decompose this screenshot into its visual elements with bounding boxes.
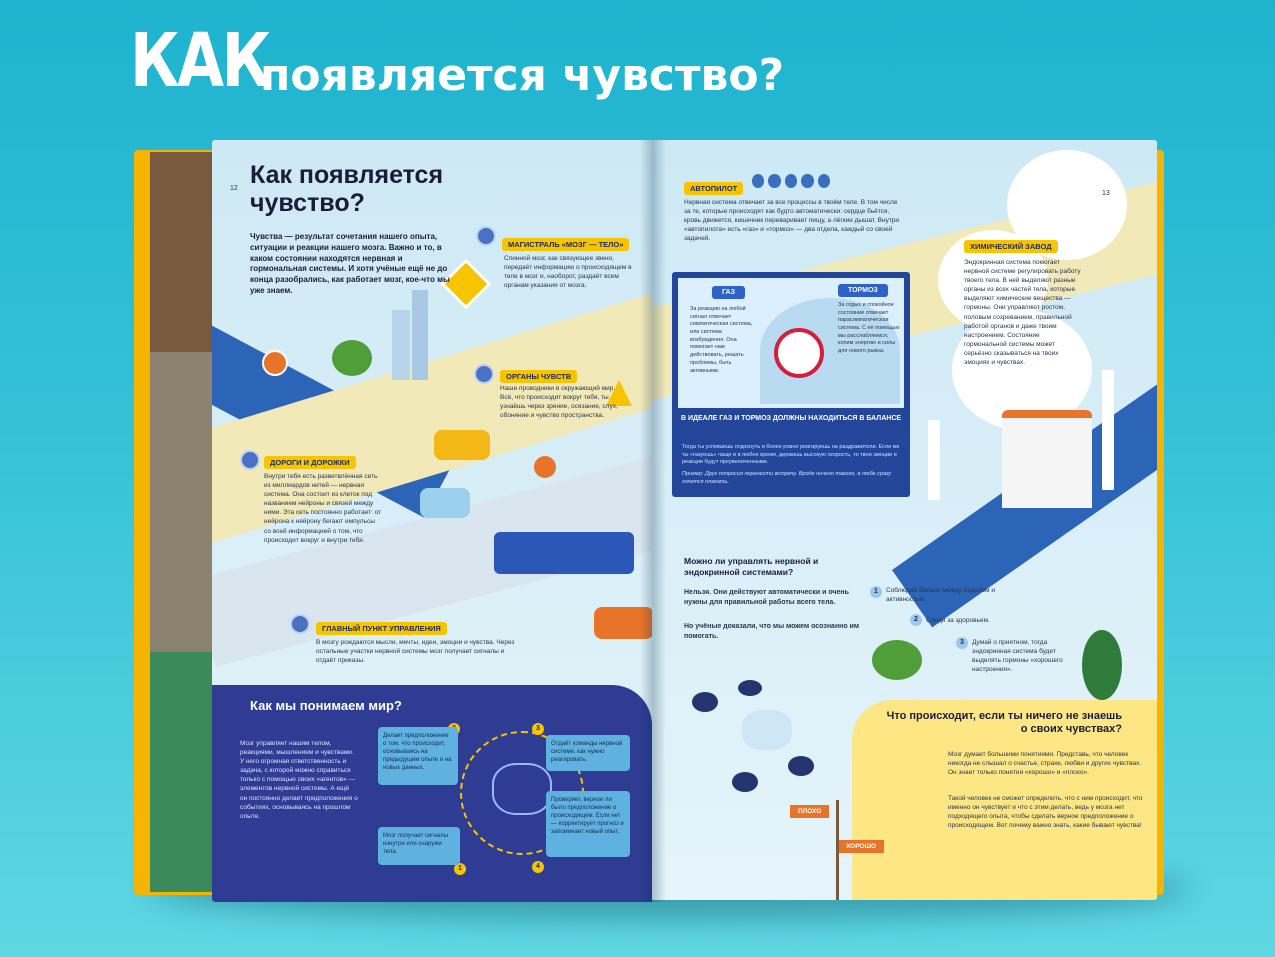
brain-icon bbox=[290, 614, 310, 634]
step-card: Делает предположение о том, что происходит, основываясь на предыдущем опыте и на новых данных. bbox=[378, 727, 458, 785]
panel-text: Мозг управляет нашим телом, реакциями, мышлением и чувствами. У него огромная ответственность и задача, с которой можно справиться только с помощью своих «агентов» — элементов нервной системы. А ещё он постоянно делает предположения о событиях, основываясь на прошлом опыте. bbox=[240, 740, 358, 820]
section-tag: ОРГАНЫ ЧУВСТВ bbox=[500, 370, 577, 383]
unknown-feelings-panel bbox=[852, 700, 1157, 900]
building bbox=[392, 310, 410, 380]
yellow-car-icon bbox=[434, 430, 490, 460]
fingerprint-icon bbox=[818, 174, 830, 188]
section-text: Эндокринная система помогает нервной системе регулировать работу твоего тела. В ней выделяют разные органы из всех частей тела, которые выделяют химические вещества — гормоны. Они управляют ростом, половым созреванием, правильной работой органов и даже твоим настроением. Состояние гормональной системы может серьёзно сказываться на твоих эмоциях и чувствах. bbox=[964, 259, 1081, 367]
section-tag: АВТОПИЛОТ bbox=[684, 182, 743, 195]
tip-text: Следи за здоровьем. bbox=[926, 617, 990, 624]
previous-pages-strip bbox=[150, 152, 212, 892]
unknown-title: Что происходит, если ты ничего не знаешь о своих чувствах? bbox=[886, 710, 1122, 736]
stop-sign-icon bbox=[534, 456, 556, 478]
step-number: 3 bbox=[532, 723, 544, 735]
control-p2: Но учёные доказали, что мы можем осознанно им помогать. bbox=[684, 623, 860, 640]
how-we-understand-panel bbox=[212, 685, 652, 902]
tip-number: 1 bbox=[870, 586, 882, 598]
book-gutter bbox=[640, 140, 666, 902]
page-title: Как появляется чувство? bbox=[250, 161, 444, 217]
gas-label: ГАЗ bbox=[712, 286, 745, 299]
tip-text: Соблюдай баланс между отдыхом и активностью. bbox=[886, 587, 995, 604]
tree bbox=[332, 340, 372, 376]
unknown-p2: Такой человек не сможет определить, что с ним происходит, что именно он чувствует и что с этим делать, ведь у мозга нет подходящего опыта, чтобы сделать верное предположение о происходящем. Вот почему важно знать, какие бывают чувства! bbox=[948, 795, 1143, 830]
section-text: Наши проводники в окружающий мир. Всё, что происходит вокруг тебя, ты узнаёшь через зрение, осязание, слух, обоняние и чувство пространства. bbox=[500, 385, 618, 420]
section-tag: ДОРОГИ И ДОРОЖКИ bbox=[264, 456, 356, 469]
left-page bbox=[212, 140, 652, 902]
hero-title-big: КАК bbox=[130, 18, 269, 104]
spine-icon bbox=[476, 226, 496, 246]
magnifier-icon bbox=[774, 328, 824, 378]
cooling-tower bbox=[1002, 410, 1092, 508]
section-text: Нервная система отвечает за все процессы в твоём теле. В том числе за те, которые происходят как будто автоматически: сердце бьётся, кровь движется, кишечник переваривает пищу, а лёгкие дышат. Внутри «автопилота» есть «газ» и «тормоз» — два отдела, каждый со своей задачей. bbox=[684, 199, 900, 243]
step-card: Мозг получает сигналы изнутри или снаружи тела. bbox=[378, 827, 460, 865]
blue-car-icon bbox=[420, 488, 470, 518]
control-p1: Нельзя. Они действуют автоматически и очень нужны для правильной работы всего тела. bbox=[684, 589, 849, 606]
chimney bbox=[1102, 370, 1114, 490]
sign-bad: ПЛОХО bbox=[790, 805, 829, 818]
tip-text: Думай о приятном, тогда эндокринная система будет выделять гормоны «хорошего настроения». bbox=[972, 639, 1063, 674]
hero-title bbox=[130, 18, 785, 104]
tip-number: 2 bbox=[910, 614, 922, 626]
page-number: 13 bbox=[1102, 190, 1110, 197]
tree bbox=[1082, 630, 1122, 700]
flying-car-icon bbox=[692, 680, 812, 810]
billboard-caption: В ИДЕАЛЕ ГАЗ И ТОРМОЗ ДОЛЖНЫ НАХОДИТЬСЯ В БАЛАНСЕ bbox=[680, 415, 902, 422]
sense-organs-icon bbox=[474, 364, 494, 384]
section-text: Внутри тебя есть разветвлённая сеть из миллиардов нитей — нервная система. Она состоит из клеток под названием нейроны и связей между ними. Эта сеть постоянно работает: от нейрона к нейрону бегают импульсы со всей информацией о том, что происходит вокруг и внутри тебя. bbox=[264, 473, 382, 544]
billboard bbox=[672, 272, 910, 497]
section-tag: ХИМИЧЕСКИЙ ЗАВОД bbox=[964, 240, 1058, 253]
page-number: 12 bbox=[230, 185, 238, 192]
billboard-text bbox=[682, 444, 900, 486]
step-number: 1 bbox=[454, 863, 466, 875]
section-tag: ГЛАВНЫЙ ПУНКТ УПРАВЛЕНИЯ bbox=[316, 622, 447, 635]
signpost bbox=[836, 800, 839, 900]
section-text: Спинной мозг, как связующее звено, передаёт информацию о происходящем в теле в мозг и, наоборот, раздаёт всем органам указания от мозга. bbox=[504, 255, 632, 290]
unknown-p1: Мозг думает большими понятиями. Представь, что человек никогда не слышал о счастье, страхе, любви и других чувствах. Он знает только понятия «хорошо» и «плохо». bbox=[948, 751, 1142, 777]
intro-text: Чувства — результат сочетания нашего опыта, ситуации и реакции нашего мозга. Важно и то, в каком состоянии находятся нервная и гормональная системы. И хотя учёные ещё не до конца разобрались, как работает мозг, кое-что мы уже знаем. bbox=[250, 232, 450, 295]
brake-text: За отдых и спокойное состояние отвечает парасимпатическая система. С её помощью мы расслабляемся, копим энергию и силы для нового рывка. bbox=[838, 302, 900, 355]
hero-title-rest: появляется чувство? bbox=[260, 50, 785, 101]
fingerprint-icons bbox=[752, 174, 830, 190]
bus-icon bbox=[494, 532, 634, 574]
nerve-network-icon bbox=[240, 450, 260, 470]
brake-label: ТОРМОЗ bbox=[838, 284, 888, 297]
right-page bbox=[652, 140, 1157, 900]
gas-text: За реакцию на любой сигнал отвечает симпатическая система, или система возбуждения. Она помогает нам действовать, решать проблемы, быть активными. bbox=[690, 306, 753, 374]
billboard-main-text: Тогда ты успеваешь отдохнуть и более ровно реагируешь на раздражители. Если же ты «газуешь» чаще и в любое время, держишь высокую скорость, то твои эмоции и реакции будут преувеличенными. bbox=[682, 444, 900, 466]
step-card: Отдаёт команды нервной системе, как нужно реагировать. bbox=[546, 735, 630, 771]
section-tag: МАГИСТРАЛЬ «МОЗГ — ТЕЛО» bbox=[502, 238, 629, 251]
chimney bbox=[928, 420, 940, 500]
control-title: Можно ли управлять нервной и эндокринной системами? bbox=[684, 556, 819, 578]
section-text: В мозгу рождаются мысли, мечты, идеи, эмоции и чувства. Через остальные участки нервной системы мозг получает сигналы и отдаёт приказы. bbox=[316, 639, 515, 665]
tip-number: 3 bbox=[956, 637, 968, 649]
sign-good: ХОРОШО bbox=[838, 840, 884, 853]
fingerprint-icon bbox=[768, 174, 780, 188]
billboard-example: Пример: Друг попросил перенести встречу. Вроде ничего такого, а тебе сразу хочется плакать. bbox=[682, 471, 892, 485]
brain-icon bbox=[492, 763, 552, 815]
tree bbox=[872, 640, 922, 680]
fingerprint-icon bbox=[752, 174, 764, 188]
billboard-screen bbox=[678, 278, 904, 408]
fingerprint-icon bbox=[785, 174, 797, 188]
step-card: Проверяет, верное ли было предположение о происходящем. Если нет — корректирует прогноз и запоминает новый опыт. bbox=[546, 791, 630, 857]
panel-title: Как мы понимаем мир? bbox=[250, 698, 402, 713]
step-number: 4 bbox=[532, 861, 544, 873]
lips-sign-icon bbox=[262, 350, 288, 376]
fingerprint-icon bbox=[801, 174, 813, 188]
building bbox=[412, 290, 428, 380]
